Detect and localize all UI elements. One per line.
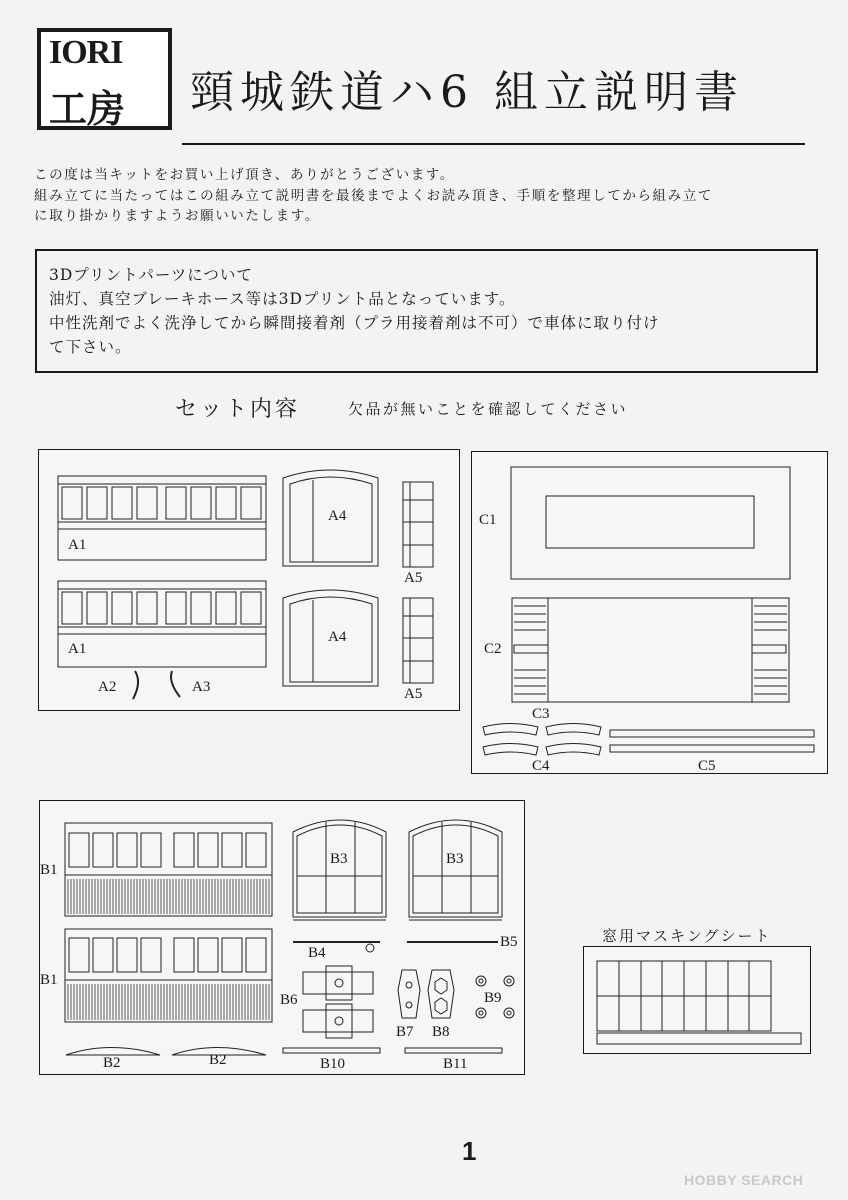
part-label-b1: B1 xyxy=(40,972,58,988)
mask-sheet-grid xyxy=(597,961,801,1044)
part-label-a1: A1 xyxy=(68,537,87,553)
part-label-c3: C3 xyxy=(532,706,550,722)
part-label-b10: B10 xyxy=(320,1056,346,1072)
intro-line: この度は当キットをお買い上げ頂き、ありがとうございます。 xyxy=(34,167,455,183)
contents-note: 欠品が無いことを確認してください xyxy=(348,400,629,418)
part-b3-drawing xyxy=(293,820,502,920)
part-label-b8: B8 xyxy=(432,1024,450,1040)
intro-line: 組み立てに当たってはこの組み立て説明書を最後までよくお読み頂き、手順を整理してから組み立て xyxy=(34,187,713,204)
part-label-b9: B9 xyxy=(484,990,502,1006)
notice-line: て下さい。 xyxy=(49,338,132,356)
part-label-a2: A2 xyxy=(98,679,117,695)
part-a3-drawing xyxy=(171,671,180,697)
part-label-c4: C4 xyxy=(532,758,550,774)
page-number: 1 xyxy=(462,1136,477,1166)
intro-line: に取り掛かりますようお願いいたします。 xyxy=(34,208,320,224)
notice-line: 中性洗剤でよく洗浄してから瞬間接着剤（プラ用接着剤は不可）で車体に取り付け xyxy=(49,314,660,332)
part-label-b11: B11 xyxy=(443,1056,468,1072)
logo-text-kobo: 工房 xyxy=(49,86,126,131)
part-c3-c4-drawing xyxy=(483,724,601,756)
part-label-c1: C1 xyxy=(479,512,497,528)
part-label-a4: A4 xyxy=(328,629,347,645)
part-b1-grooves xyxy=(68,879,269,1020)
part-b2-drawing xyxy=(66,1048,160,1056)
part-label-b5: B5 xyxy=(500,934,518,950)
part-a1-drawing xyxy=(58,476,266,560)
part-b10-b11-drawing xyxy=(283,1048,502,1053)
part-label-b2: B2 xyxy=(103,1055,121,1071)
contents-title: セット内容 xyxy=(175,397,301,422)
part-label-a1: A1 xyxy=(68,641,87,657)
notice-heading: 3Dプリントパーツについて xyxy=(49,266,253,284)
part-label-b1: B1 xyxy=(40,862,58,878)
watermark: HOBBY SEARCH xyxy=(684,1172,804,1188)
part-c1-drawing xyxy=(511,467,790,579)
part-label-b6: B6 xyxy=(280,992,298,1008)
part-label-b7: B7 xyxy=(396,1024,414,1040)
part-c5-drawing xyxy=(610,730,814,752)
part-label-c5: C5 xyxy=(698,758,716,774)
part-b7-b8-drawing xyxy=(398,970,454,1018)
part-c2-drawing xyxy=(512,598,789,702)
part-a2-drawing xyxy=(133,671,138,699)
part-label-a5: A5 xyxy=(404,686,423,702)
part-a4-drawing xyxy=(283,470,378,686)
part-b1-drawing xyxy=(65,823,272,1022)
mask-sheet-title: 窓用マスキングシート xyxy=(602,927,772,945)
part-label-b3: B3 xyxy=(330,851,348,867)
part-label-a5: A5 xyxy=(404,570,423,586)
part-label-b3: B3 xyxy=(446,851,464,867)
part-label-a3: A3 xyxy=(192,679,211,695)
part-b4-hook xyxy=(366,944,374,952)
part-b6-drawing xyxy=(303,966,373,1038)
page-title: 頸城鉄道ハ6 組立説明書 xyxy=(190,67,744,118)
logo-text-iori: IORI xyxy=(49,34,123,71)
notice-line: 油灯、真空ブレーキホース等は3Dプリント品となっています。 xyxy=(49,290,516,308)
part-label-a4: A4 xyxy=(328,508,347,524)
part-label-b2: B2 xyxy=(209,1052,227,1068)
part-label-c2: C2 xyxy=(484,641,502,657)
part-label-b4: B4 xyxy=(308,945,326,961)
part-a1-drawing xyxy=(58,581,266,667)
